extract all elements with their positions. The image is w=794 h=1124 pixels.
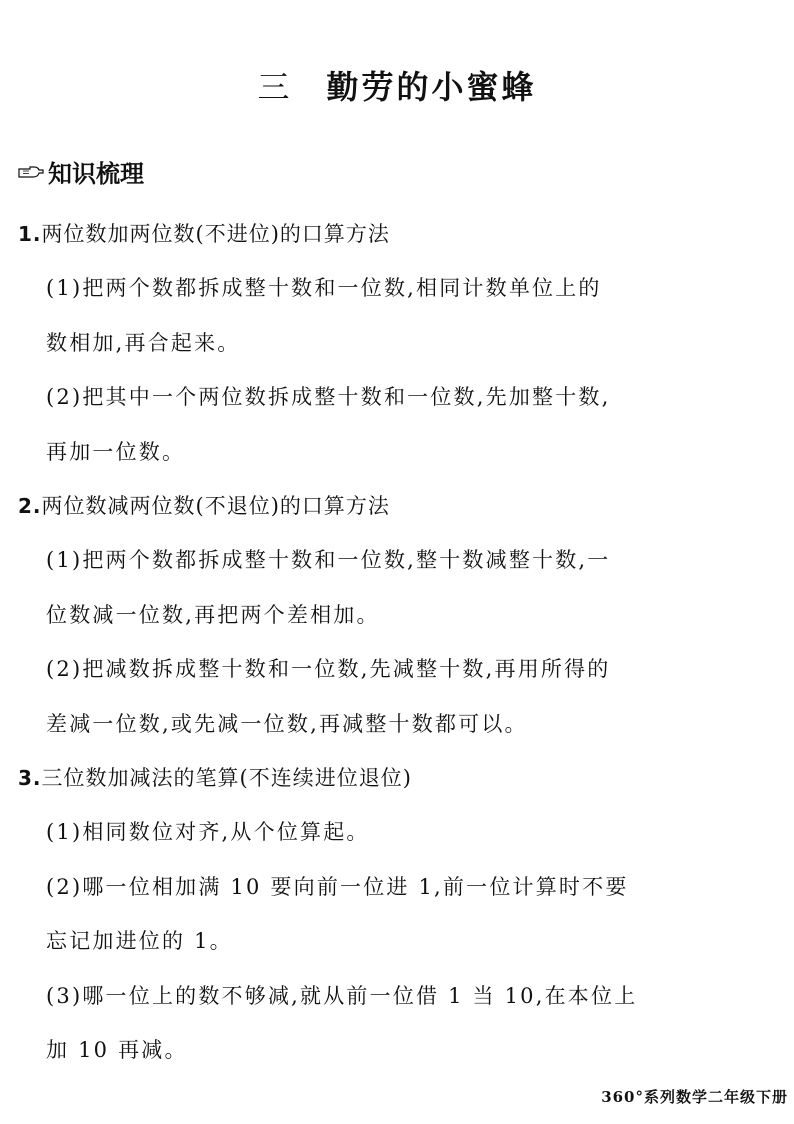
text-line: 加 10 再减。 bbox=[46, 1038, 188, 1062]
page-title bbox=[0, 62, 794, 108]
topic-title-text: 两位数减两位数(不退位)的口算方法 bbox=[41, 494, 390, 518]
topic-title-text: 三位数加减法的笔算(不连续进位退位) bbox=[41, 766, 412, 790]
chapter-number: 三 bbox=[257, 68, 293, 106]
text-line: (1)把两个数都拆成整十数和一位数,相同计数单位上的 bbox=[46, 276, 602, 300]
topic-index: 1. bbox=[18, 222, 42, 246]
text-line: (2)哪一位相加满 10 要向前一位进 1,前一位计算时不要 bbox=[46, 875, 629, 899]
text-line: (3)哪一位上的数不够减,就从前一位借 1 当 10,在本位上 bbox=[46, 984, 638, 1008]
topic-index: 3. bbox=[18, 766, 42, 790]
section-heading-text: 知识梳理 bbox=[48, 159, 144, 188]
topic-index: 2. bbox=[18, 494, 42, 518]
topic-2-title bbox=[18, 490, 390, 520]
text-line: (1)把两个数都拆成整十数和一位数,整十数减整十数,一 bbox=[46, 548, 611, 572]
text-line: 差减一位数,或先减一位数,再减整十数都可以。 bbox=[46, 712, 528, 736]
text-line: (2)把其中一个两位数拆成整十数和一位数,先加整十数, bbox=[46, 385, 611, 409]
topic-1-title bbox=[18, 218, 390, 248]
topic-title-text: 两位数加两位数(不进位)的口算方法 bbox=[41, 222, 390, 246]
page-footer: 360°系列数学二年级下册 bbox=[601, 1088, 788, 1106]
text-line: 再加一位数。 bbox=[46, 440, 186, 464]
chapter-title: 勤劳的小蜜蜂 bbox=[326, 68, 537, 106]
text-line: (2)把减数拆成整十数和一位数,先减整十数,再用所得的 bbox=[46, 657, 611, 681]
section-heading bbox=[18, 154, 144, 189]
text-line: 忘记加进位的 1。 bbox=[46, 929, 233, 953]
topic-3-title bbox=[18, 762, 412, 792]
text-line: 数相加,再合起来。 bbox=[46, 331, 241, 355]
text-line: (1)相同数位对齐,从个位算起。 bbox=[46, 820, 370, 844]
text-line: 位数减一位数,再把两个差相加。 bbox=[46, 603, 380, 627]
pointing-hand-icon bbox=[18, 166, 44, 178]
